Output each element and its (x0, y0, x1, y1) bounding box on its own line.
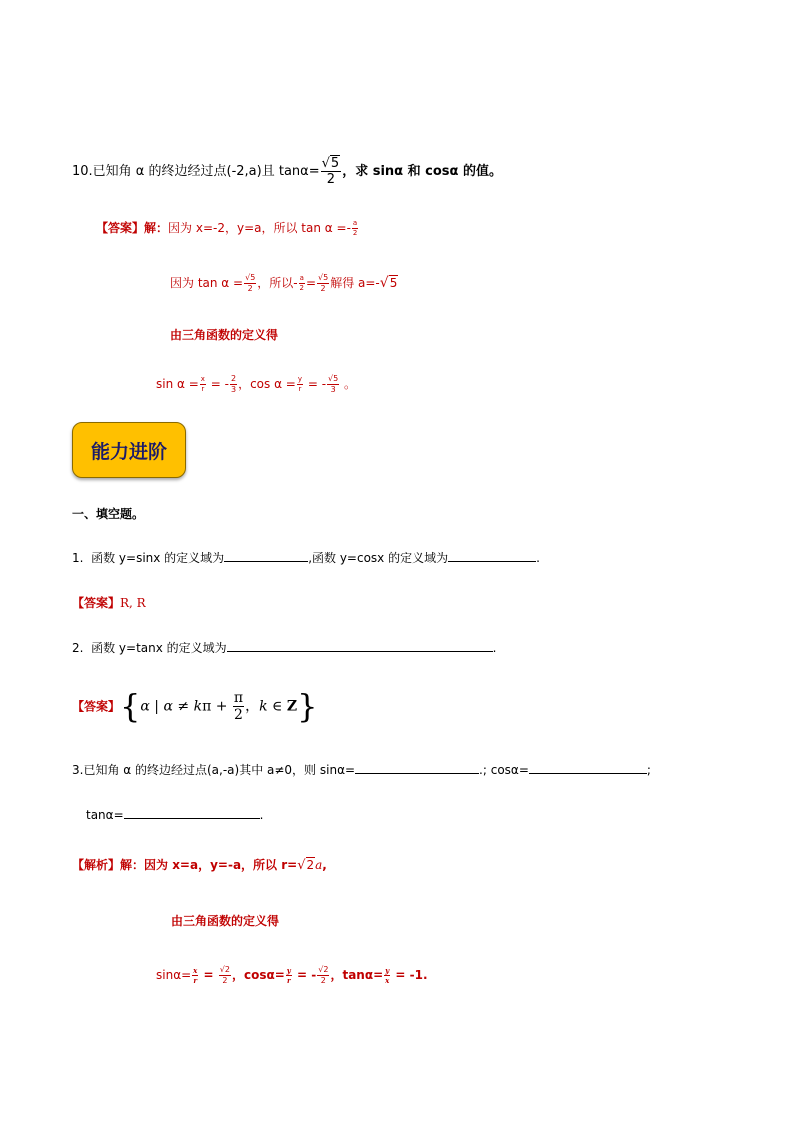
frac-den: 2 (299, 284, 305, 292)
answer-10-frac-sqrt5-2-b: $\frac{√5}{2}$ (318, 273, 329, 293)
frac-den: x (385, 976, 390, 985)
sqrt-radicand: 5 (389, 276, 398, 290)
question-3-text-c: tanα= (86, 808, 124, 822)
frac-y-r (286, 967, 292, 984)
frac-den: r (201, 385, 205, 393)
question-number: 1. (72, 551, 84, 565)
element-of: ∈ (267, 698, 287, 715)
question-3 (72, 761, 651, 778)
period: . (492, 641, 497, 655)
frac-den: r (193, 976, 198, 985)
answer-10-line-2 (170, 270, 398, 296)
frac-num: π (233, 690, 244, 706)
answer-3-line-3 (156, 960, 428, 990)
question-1-text-a: 函数 y=sinx 的定义域为 (91, 551, 225, 565)
answer-10-neg: - (346, 221, 351, 235)
answer-label: 【答案】 (96, 221, 145, 235)
right-brace: } (297, 687, 318, 726)
set-var: α (163, 698, 173, 715)
frac-x-r (192, 967, 198, 984)
set-k: k (193, 698, 203, 715)
answer-10-frac-a-2 (352, 220, 358, 237)
frac-num: 2 (323, 965, 329, 974)
section-heading: 一、填空题。 (72, 507, 145, 521)
set-k: k (259, 698, 268, 715)
set-var: α (140, 698, 150, 715)
equals: = (305, 276, 316, 290)
frac-num: a (299, 274, 304, 282)
answer-blank-4[interactable] (355, 761, 479, 774)
sqrt-sign: √ (297, 858, 306, 873)
frac-num: 5 (323, 273, 329, 282)
comma: , (322, 858, 327, 872)
cos-label: ，cosα= (231, 968, 285, 982)
frac-den: 2 (234, 707, 243, 723)
sqrt-sign: √ (379, 275, 389, 291)
period: . (259, 808, 264, 822)
frac-den: 2 (247, 284, 253, 293)
tan-label: ，tanα= (330, 968, 384, 982)
answer-3-line-1 (72, 855, 327, 876)
answer-blank-6[interactable] (124, 806, 260, 819)
question-10-prefix: 10.已知角 α 的终边经过点(-2,a)且 tanα= (72, 164, 320, 179)
equals-minus-one: = -1. (391, 968, 428, 982)
var-a: a (315, 858, 323, 872)
frac-2-3 (230, 375, 237, 394)
answer-2 (72, 684, 317, 729)
frac-den: 2 (352, 229, 358, 237)
frac-sqrt5-3: $\frac{√5}{3}$ (328, 374, 339, 394)
section-badge-label: 能力进阶 (90, 440, 167, 463)
equals-neg: = - (304, 377, 327, 391)
frac-num: x (200, 375, 205, 383)
frac-num: y (286, 966, 291, 975)
answer-10-line-2-c: 解得 a=- (330, 276, 380, 290)
cos-label: ，cos α = (238, 377, 296, 391)
equals-neg: = - (292, 968, 317, 982)
sqrt-sign: √ (321, 156, 330, 171)
frac-den: 3 (330, 385, 336, 394)
frac-num: x (193, 966, 198, 975)
answer-10-frac-sqrt5-2: $\frac{√5}{2}$ (245, 273, 256, 293)
frac-num: y (385, 966, 390, 975)
sin-label: sin α = (156, 377, 199, 391)
analysis-label: 【解析】 (72, 858, 121, 872)
answer-10-line-1 (96, 216, 359, 240)
answer-label: 【答案】 (72, 596, 121, 610)
question-3-text-a: 3.已知角 α 的终边经过点(a,-a)其中 a≠0，则 sinα= (72, 763, 356, 777)
period: . (536, 551, 540, 565)
question-1 (72, 549, 540, 566)
question-number: 2. (72, 641, 84, 655)
frac-den: 3 (230, 385, 237, 394)
not-equal: ≠ (172, 698, 194, 715)
question-3-text-b: .; cosα= (479, 763, 529, 777)
answer-10-neg: - (293, 276, 298, 290)
frac-num: 5 (333, 374, 339, 383)
frac-num: y (297, 375, 303, 383)
answer-10-line-2-a: 因为 tan α = (170, 276, 244, 290)
frac-den: r (286, 976, 291, 985)
answer-label: 【答案】 (72, 699, 121, 714)
frac-pi-2 (233, 691, 244, 722)
frac-den: 2 (320, 976, 326, 985)
question-2-text: 函数 y=tanx 的定义域为 (91, 641, 227, 655)
frac-num: 5 (250, 273, 256, 282)
set-bar: | (149, 698, 164, 715)
sin-label: sinα= (156, 968, 192, 982)
frac-sqrt2-2-b: $\frac{√2}{2}$ (318, 965, 329, 985)
question-2 (72, 639, 496, 656)
frac-y-r (297, 376, 303, 393)
answer-blank-5[interactable] (529, 761, 647, 774)
answer-10-frac-a-2-b (299, 275, 305, 292)
answer-10-line-4 (156, 370, 356, 398)
equals: = (199, 968, 218, 982)
left-brace: { (120, 687, 141, 726)
frac-den: 2 (320, 284, 326, 293)
set-pi: π + (202, 698, 232, 715)
answer-3-line-1-text: 解：因为 x=a，y=-a，所以 r= (120, 858, 298, 872)
answer-10-solve-label: 解： (144, 221, 169, 235)
question-10-frac-num: 5 (330, 156, 340, 171)
frac-den: 2 (222, 976, 228, 985)
frac-den: r (298, 385, 302, 393)
frac-y-x (384, 967, 390, 984)
answer-blank-1[interactable] (224, 549, 308, 562)
period: 。 (340, 377, 357, 391)
frac-sqrt2-2: $\frac{√2}{2}$ (219, 965, 230, 985)
question-10 (72, 152, 502, 192)
answer-1-value: R, R (120, 596, 146, 610)
question-10-frac-den: 2 (326, 172, 336, 187)
question-10-fraction (321, 157, 342, 186)
equals-neg: = - (206, 377, 229, 391)
answer-blank-2[interactable] (448, 549, 536, 562)
frac-num: 2 (224, 965, 230, 974)
answer-blank-3[interactable] (227, 639, 493, 652)
frac-num: 2 (230, 374, 237, 383)
answer-3-line-2: 由三角函数的定义得 (171, 914, 280, 928)
sqrt-radicand: 2 (306, 858, 315, 872)
comma: ， (245, 698, 260, 715)
answer-1 (72, 594, 146, 611)
frac-x-r (200, 376, 206, 393)
section-badge (72, 422, 186, 478)
answer-10-line-1-text: 因为 x=-2，y=a，所以 tan α = (168, 221, 347, 235)
question-3-line-2 (86, 806, 263, 822)
answer-10-line-2-b: ，所以 (257, 276, 294, 290)
question-1-text-b: ,函数 y=cosx 的定义域为 (308, 551, 449, 565)
answer-10-line-3: 由三角函数的定义得 (170, 328, 279, 342)
semicolon: ; (646, 763, 651, 777)
frac-num: a (352, 219, 358, 227)
integers-symbol: Z (286, 698, 298, 715)
question-10-suffix: ，求 sinα 和 cosα 的值。 (342, 164, 502, 179)
